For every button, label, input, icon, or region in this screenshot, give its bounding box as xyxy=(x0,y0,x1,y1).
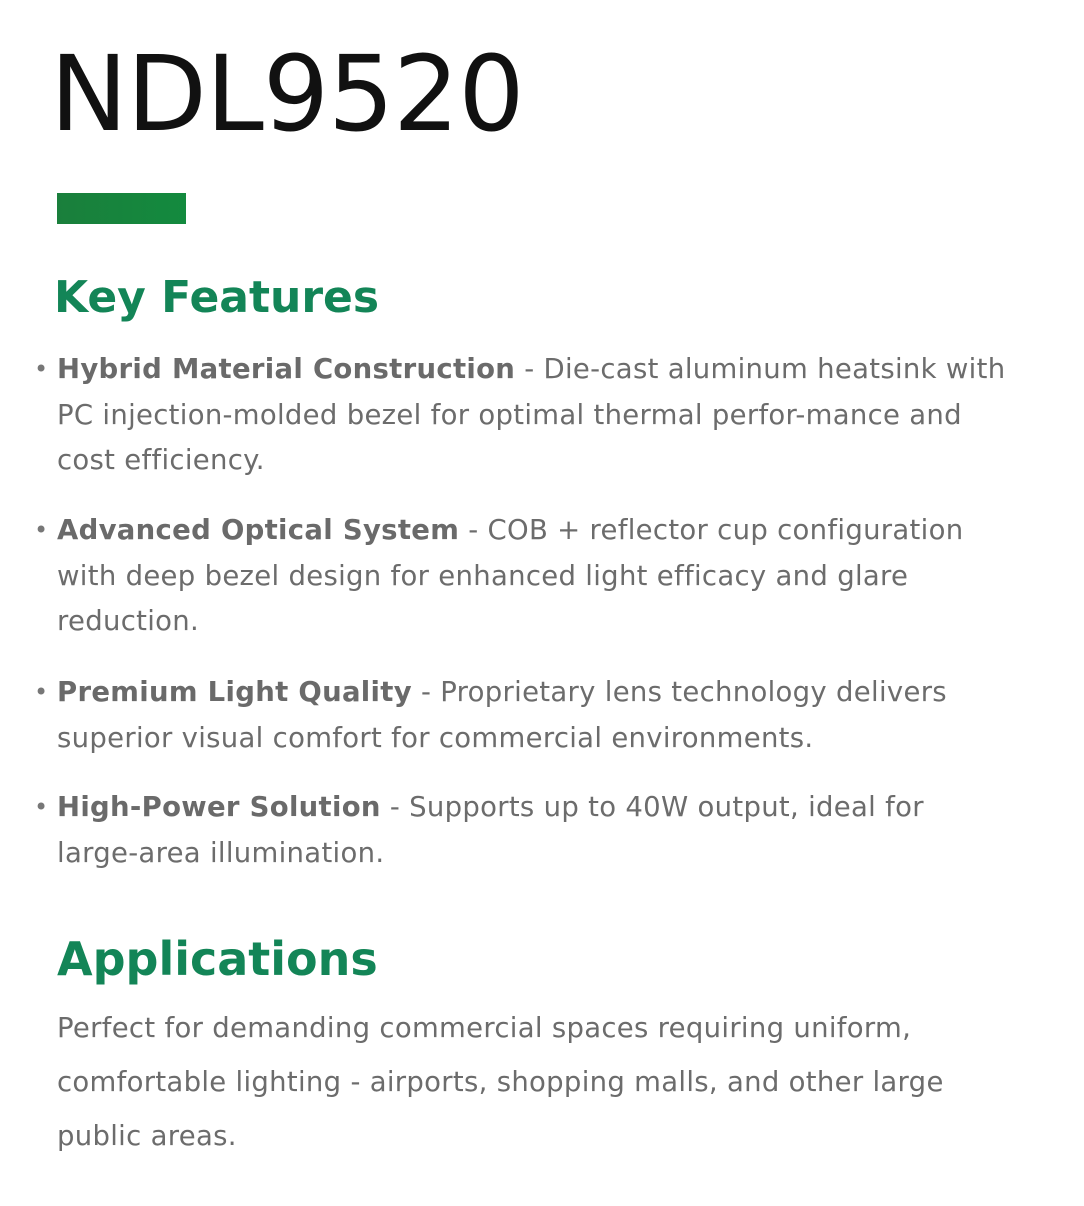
feature-title: High-Power Solution xyxy=(57,791,381,823)
feature-separator: - xyxy=(459,514,488,546)
feature-item xyxy=(34,347,1007,484)
feature-title: Advanced Optical System xyxy=(57,514,460,546)
key-features-heading: Key Features xyxy=(54,272,380,323)
applications-text: Perfect for demanding commercial spaces requiring uniform, comfortable lighting - airports, shopping malls, and other large public areas. xyxy=(57,1012,944,1152)
feature-description: COB + reflector cup configuration with deep bezel design for enhanced light efficacy and glare reduction. xyxy=(57,514,964,637)
feature-separator: - xyxy=(411,676,441,708)
feature-title: Hybrid Material Construction xyxy=(57,353,516,385)
feature-separator: - xyxy=(380,791,410,823)
feature-description: Proprietary lens technology delivers superior visual comfort for commercial environments. xyxy=(57,676,947,754)
bullet-icon: • xyxy=(34,793,49,821)
bullet-icon: • xyxy=(34,678,49,706)
feature-title: Premium Light Quality xyxy=(57,676,412,708)
applications-heading: Applications xyxy=(57,932,378,986)
feature-separator: - xyxy=(515,353,544,385)
feature-item xyxy=(34,508,1007,645)
feature-description: Die-cast aluminum heatsink with PC injection-molded bezel for optimal thermal perfor-mance and cost efficiency. xyxy=(57,353,1006,476)
feature-item xyxy=(34,785,1007,876)
feature-description: Supports up to 40W output, ideal for large-area illumination. xyxy=(57,791,924,869)
accent-bar xyxy=(57,193,186,224)
feature-item xyxy=(34,670,1007,761)
product-title: NDL9520 xyxy=(50,33,524,155)
bullet-icon: • xyxy=(34,355,49,383)
bullet-icon: • xyxy=(34,516,49,544)
